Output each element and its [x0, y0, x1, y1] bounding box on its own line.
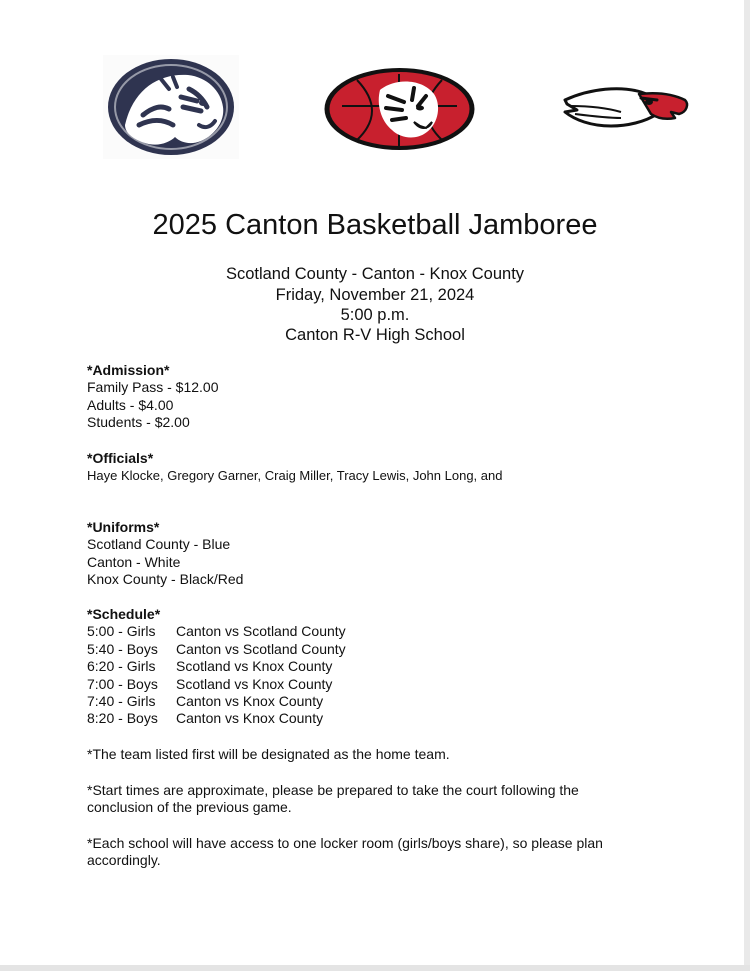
event-date: Friday, November 21, 2024 [275, 286, 475, 304]
scotland-county-tiger-logo [103, 55, 239, 159]
schedule-row [87, 623, 687, 640]
locker-room-line: *Each school will have access to one locker room (girls/boys share), so please plan [87, 835, 603, 851]
start-times-line: conclusion of the previous game. [87, 799, 292, 816]
admission-item: Students - $2.00 [87, 414, 190, 431]
event-teams: Scotland County - Canton - Knox County [225, 265, 525, 283]
schedule-row [87, 676, 687, 693]
uniform-item: Knox County - Black/Red [87, 571, 244, 588]
schedule-time: 5:00 - Girls [87, 623, 156, 640]
schedule-time: 7:40 - Girls [87, 693, 156, 710]
uniform-item: Canton - White [87, 553, 181, 570]
officials-section [87, 450, 687, 485]
start-times-note [87, 782, 687, 817]
page-edge-right [744, 0, 750, 971]
page-edge-bottom [0, 965, 750, 971]
schedule-time: 6:20 - Girls [87, 658, 156, 675]
knox-county-eagle-logo [561, 82, 691, 144]
admission-section [87, 362, 687, 432]
schedule-row [87, 693, 687, 710]
schedule-time: 7:00 - Boys [87, 675, 158, 692]
schedule-matchup: Scotland vs Knox County [176, 675, 333, 692]
schedule-matchup: Scotland vs Knox County [176, 658, 333, 675]
start-times-line: *Start times are approximate, please be prepared to take the court following the [87, 782, 579, 798]
event-title: 2025 Canton Basketball Jamboree [152, 209, 598, 241]
schedule-matchup: Canton vs Scotland County [176, 640, 346, 657]
officials-heading: *Officials* [87, 450, 154, 466]
schedule-row [87, 641, 687, 658]
admission-item: Family Pass - $12.00 [87, 379, 219, 396]
schedule-matchup: Canton vs Scotland County [176, 623, 346, 640]
schedule-time: 5:40 - Boys [87, 640, 158, 657]
uniforms-section [87, 519, 687, 589]
admission-item: Adults - $4.00 [87, 396, 174, 413]
schedule-matchup: Canton vs Knox County [176, 710, 324, 727]
schedule-row [87, 710, 687, 727]
admission-heading: *Admission* [87, 362, 170, 378]
schedule-heading: *Schedule* [87, 606, 161, 622]
event-time: 5:00 p.m. [340, 306, 410, 324]
event-venue: Canton R-V High School [285, 326, 465, 344]
uniforms-heading: *Uniforms* [87, 519, 160, 535]
locker-room-line: accordingly. [87, 852, 161, 869]
schedule-time: 8:20 - Boys [87, 710, 158, 727]
uniform-item: Scotland County - Blue [87, 536, 231, 553]
canton-tiger-logo [322, 66, 477, 152]
home-team-note: *The team listed first will be designated as the home team. [87, 746, 450, 762]
schedule-matchup: Canton vs Knox County [176, 693, 324, 710]
schedule-section [87, 606, 687, 728]
locker-room-note [87, 835, 687, 870]
schedule-row [87, 658, 687, 675]
officials-list: Haye Klocke, Gregory Garner, Craig Miller, Tracy Lewis, John Long, and [87, 468, 503, 484]
